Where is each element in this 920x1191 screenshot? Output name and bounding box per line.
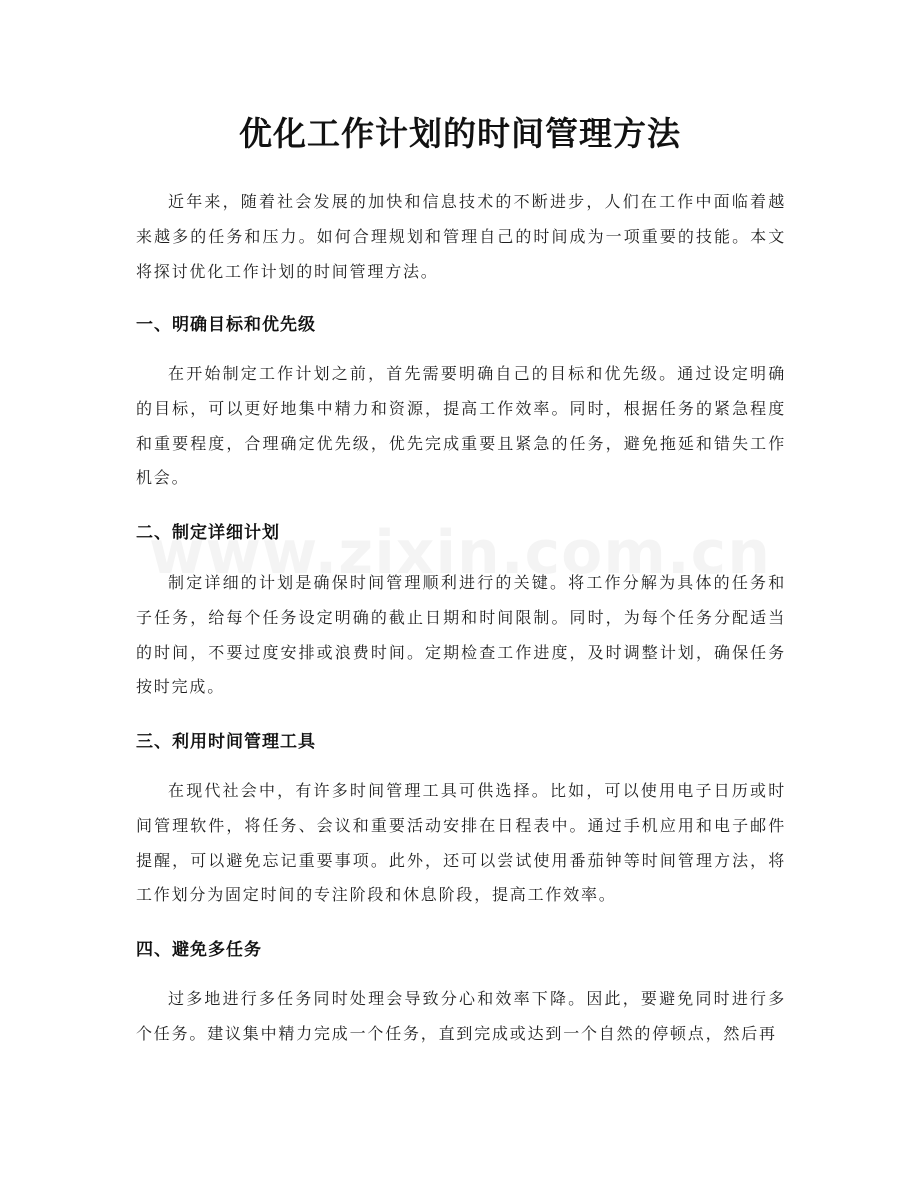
intro-paragraph: 近年来，随着社会发展的加快和信息技术的不断进步，人们在工作中面临着越来越多的任务和压力。如何合理规划和管理自己的时间成为一项重要的技能。本文将探讨优化工作计划的时间管理方法。 <box>136 192 786 281</box>
document-title: 优化工作计划的时间管理方法 <box>239 114 681 153</box>
section-body-2: 制定详细的计划是确保时间管理顺利进行的关键。将工作分解为具体的任务和子任务，给每个任务设定明确的截止日期和时间限制。同时，为每个任务分配适当的时间，不要过度安排或浪费时间。定期检查工作进度，及时调整计划，确保任务按时完成。 <box>136 573 786 697</box>
section-heading-4: 四、避免多任务 <box>136 940 262 960</box>
section-body-4: 过多地进行多任务同时处理会导致分心和效率下降。因此，要避免同时进行多个任务。建议集中精力完成一个任务，直到完成或达到一个自然的停顿点，然后再 <box>136 989 786 1043</box>
section-heading-3: 三、利用时间管理工具 <box>136 732 316 752</box>
section-heading-1: 一、明确目标和优先级 <box>136 315 316 335</box>
section-heading-2: 二、制定详细计划 <box>136 523 280 543</box>
section-body-3: 在现代社会中，有许多时间管理工具可供选择。比如，可以使用电子日历或时间管理软件，将任务、会议和重要活动安排在日程表中。通过手机应用和电子邮件提醒，可以避免忘记重要事项。此外，还可以尝试使用番茄钟等时间管理方法，将工作划分为固定时间的专注阶段和休息阶段，提高工作效率。 <box>136 781 786 905</box>
section-body-1: 在开始制定工作计划之前，首先需要明确自己的目标和优先级。通过设定明确的目标，可以更好地集中精力和资源，提高工作效率。同时，根据任务的紧急程度和重要程度，合理确定优先级，优先完成重要且紧急的任务，避免拖延和错失工作机会。 <box>136 364 786 488</box>
